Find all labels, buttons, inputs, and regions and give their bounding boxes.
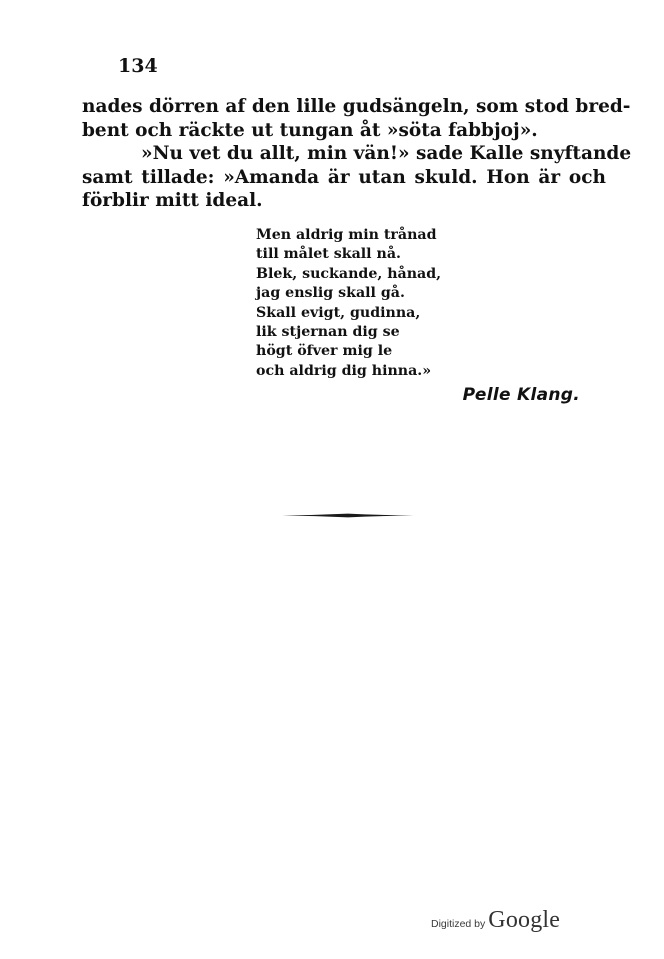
poem-line: högt öfver mig le [256, 343, 393, 360]
poem-line: Men aldrig min trånad [256, 227, 437, 243]
page-number: 134 [118, 55, 158, 77]
paragraph-2-line-1: »Nu vet du allt, min vän!» sade Kalle snyftande [141, 143, 632, 164]
poem-line: Skall evigt, gudinna, [256, 304, 421, 321]
poem-line: lik stjernan dig se [256, 324, 400, 341]
paragraph-2-line-2: samt tillade: »Amanda är utan skuld. Hon är och [82, 166, 606, 188]
paragraph-1 [82, 95, 631, 142]
paragraph-2 [82, 142, 632, 213]
poem-stanza [256, 226, 441, 381]
poem-line: Blek, suckande, hånad, [256, 265, 442, 282]
poem-line: och aldrig dig hinna.» [256, 362, 432, 379]
paragraph-2-line-3: förblir mitt ideal. [82, 190, 263, 211]
paragraph-1-line-1: nades dörren af den lille gudsängeln, som stod bred- [82, 96, 631, 117]
author-signature: Pelle Klang. [462, 385, 580, 405]
ornament-rule-divider [282, 513, 414, 518]
google-logo-text: Google [488, 907, 561, 933]
poem-line: till målet skall nå. [256, 246, 401, 263]
digitized-watermark [431, 907, 560, 934]
poem-line: jag enslig skall gå. [256, 285, 405, 302]
watermark-prefix: Digitized by [431, 918, 486, 930]
paragraph-1-line-2: bent och räckte ut tungan åt »söta fabbjoj». [82, 119, 538, 141]
